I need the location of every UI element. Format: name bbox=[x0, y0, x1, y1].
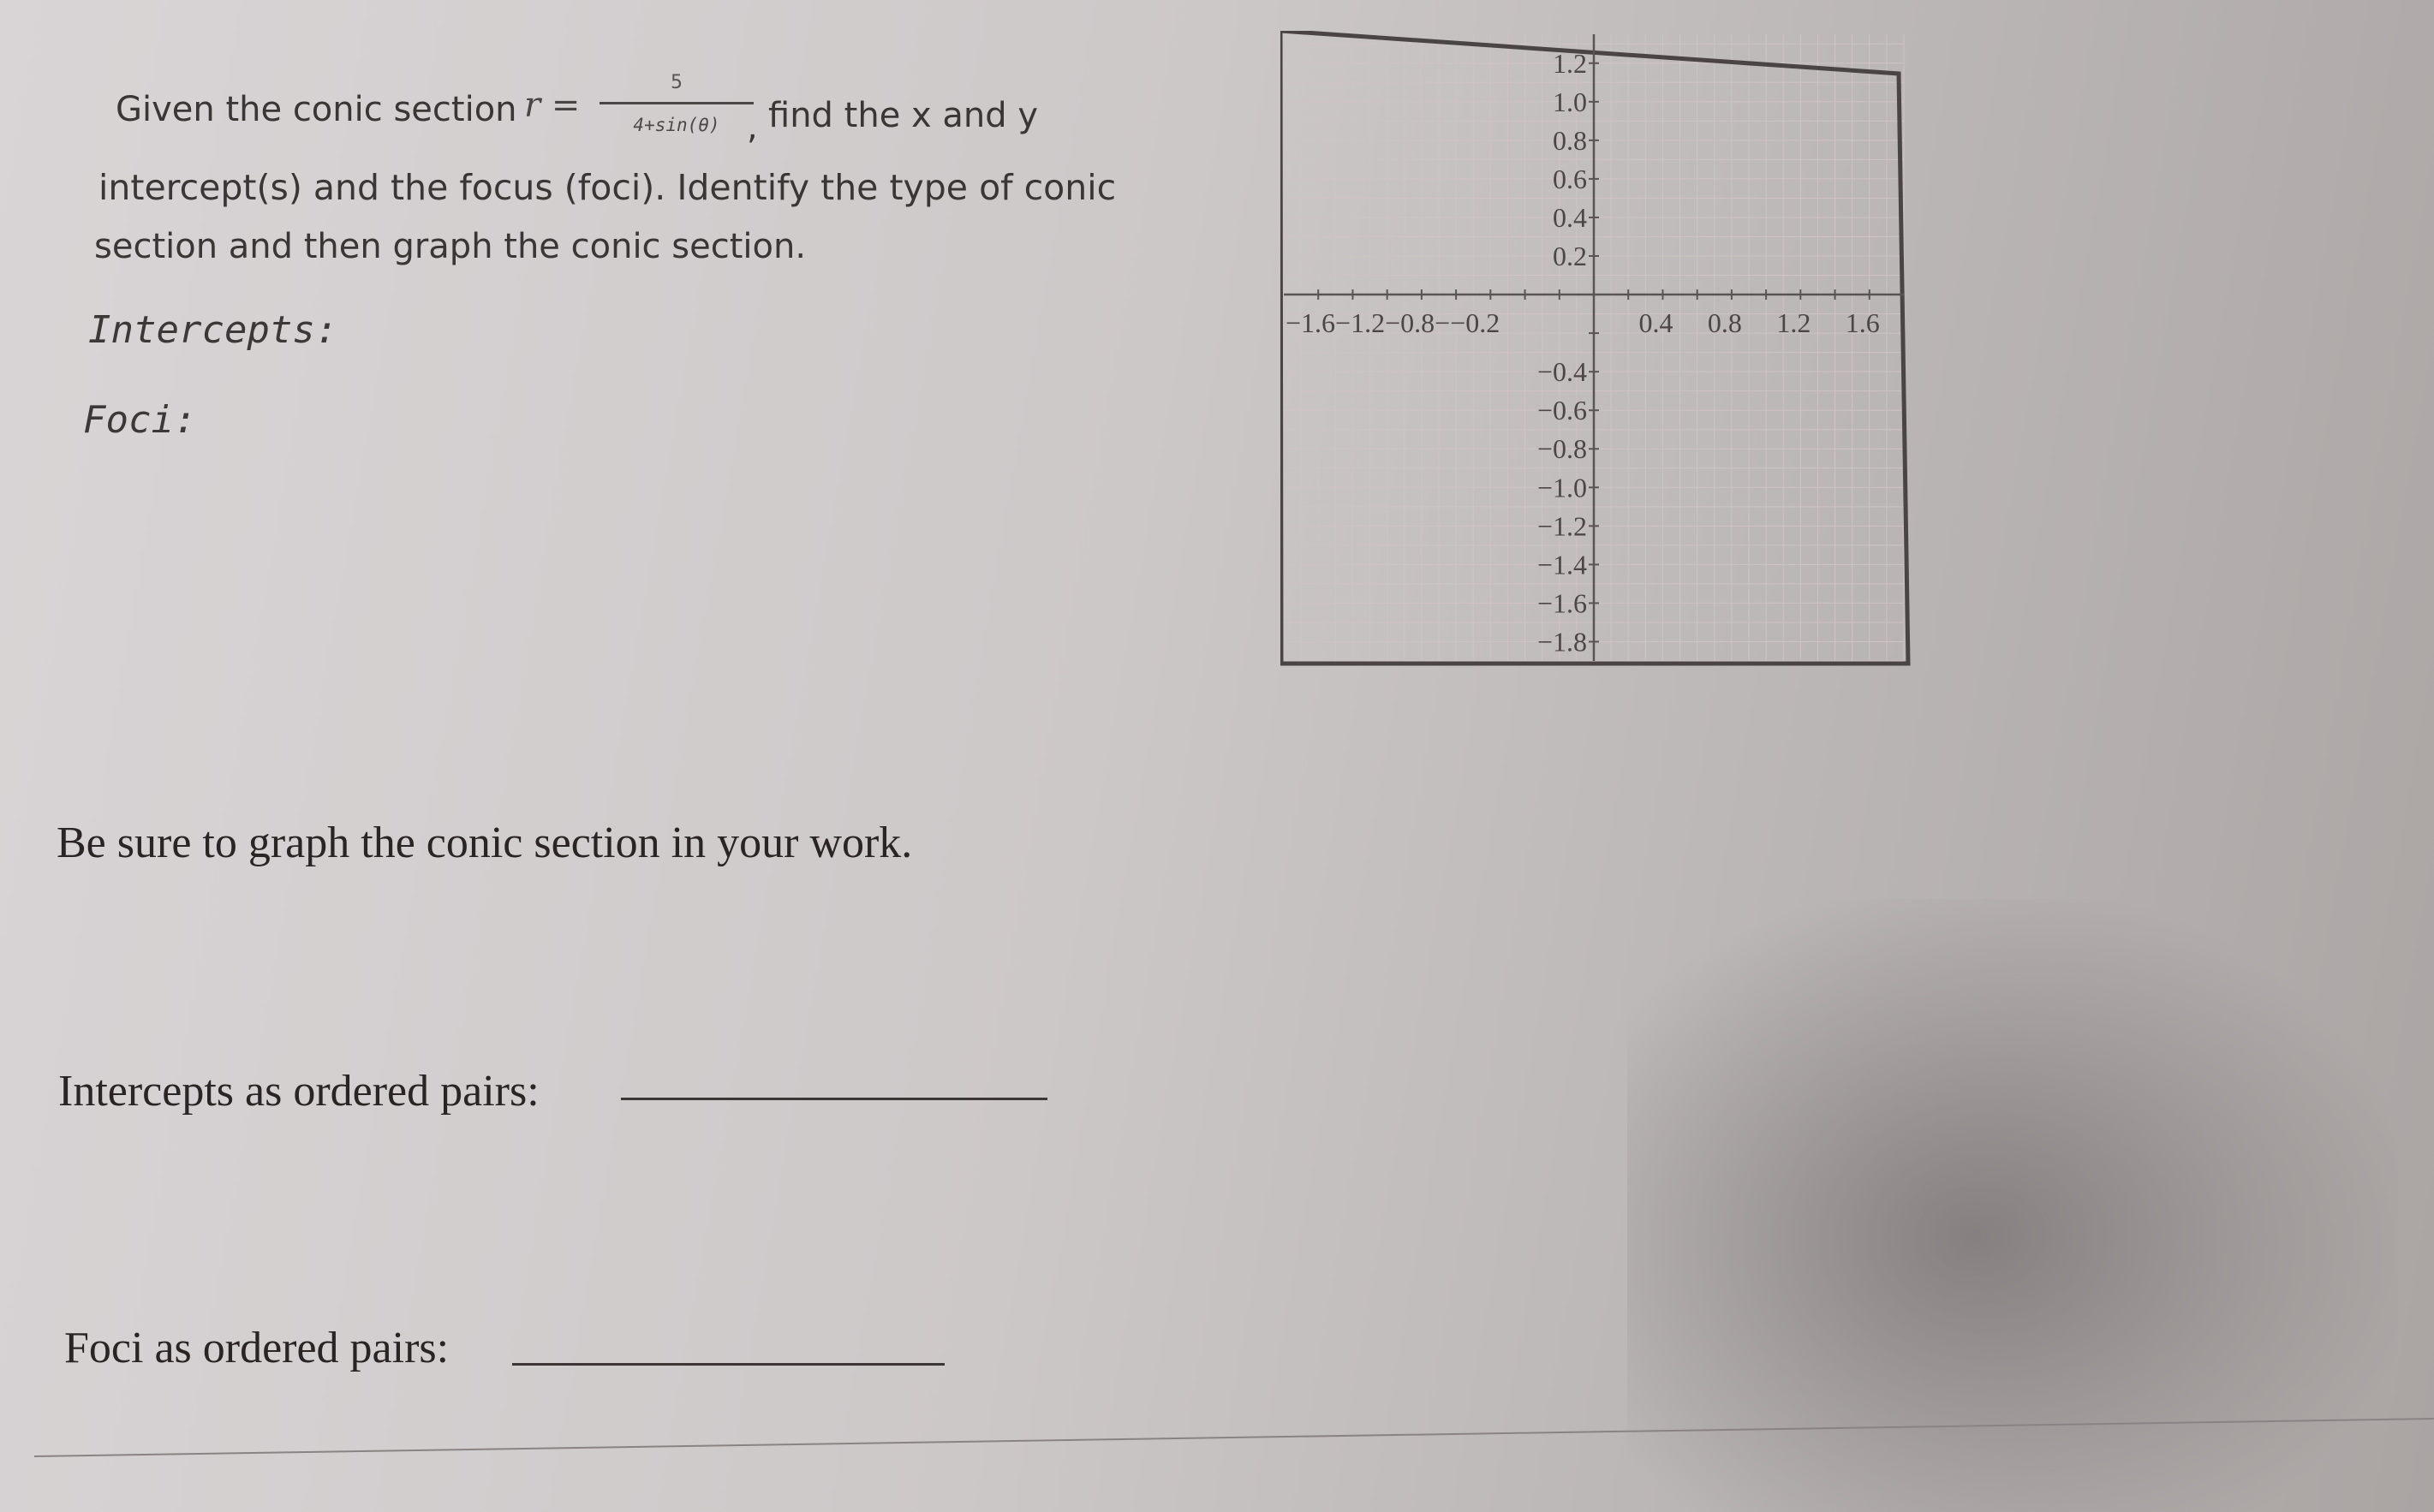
y-tick-label: 0.8 bbox=[1553, 124, 1587, 156]
y-tick-label: −0.6 bbox=[1536, 395, 1587, 426]
problem-line1-suffix: find the x and y bbox=[768, 96, 1039, 135]
graph-instruction: Be sure to graph the conic section in your work. bbox=[57, 819, 913, 867]
problem-line2: intercept(s) and the focus (foci). Identify the type of conic bbox=[98, 167, 1117, 208]
foci-answer-label: Foci as ordered pairs: bbox=[64, 1324, 450, 1372]
axes bbox=[1284, 34, 1904, 661]
intercepts-answer-blank[interactable] bbox=[621, 1098, 1047, 1100]
fraction-bar bbox=[600, 102, 754, 104]
y-tick-label: 0.4 bbox=[1553, 201, 1587, 233]
fraction-comma: , bbox=[747, 108, 758, 147]
y-tick-label: −1.8 bbox=[1536, 626, 1587, 658]
fraction bbox=[600, 72, 754, 135]
foci-label: Foci: bbox=[83, 398, 197, 442]
y-tick-label: 1.2 bbox=[1553, 47, 1587, 79]
coordinate-grid bbox=[1280, 31, 1931, 673]
y-tick-label: 0.6 bbox=[1553, 163, 1587, 194]
problem-line1-prefix: Given the conic section bbox=[116, 90, 517, 129]
problem-line3: section and then graph the conic section. bbox=[94, 227, 807, 266]
x-tick-label: 0.8 bbox=[1707, 307, 1742, 339]
foci-answer-blank[interactable] bbox=[512, 1363, 945, 1366]
y-tick-label: 0.2 bbox=[1553, 241, 1587, 272]
x-tick-label-negative: −1.6−1.2−0.8−−0.2 bbox=[1286, 307, 1500, 339]
y-tick-label: −1.4 bbox=[1536, 549, 1587, 580]
y-tick-label: −0.8 bbox=[1536, 433, 1587, 465]
y-tick-label: −0.4 bbox=[1536, 356, 1587, 388]
fraction-numerator: 5 bbox=[671, 72, 683, 93]
y-tick-label: −1.6 bbox=[1536, 587, 1587, 619]
x-tick-label: 0.4 bbox=[1638, 307, 1673, 339]
y-tick-label: 1.0 bbox=[1553, 86, 1587, 117]
x-tick-label: 1.6 bbox=[1845, 307, 1880, 339]
x-tick-label: 1.2 bbox=[1776, 307, 1811, 339]
intercepts-label: Intercepts: bbox=[88, 308, 338, 352]
r-equals: r = bbox=[524, 86, 581, 125]
y-tick-label: −1.0 bbox=[1536, 472, 1587, 503]
fraction-denominator: 4+sin(θ) bbox=[633, 115, 720, 135]
page-rule bbox=[34, 1418, 2434, 1457]
y-tick-label: −1.2 bbox=[1536, 510, 1587, 542]
intercepts-answer-label: Intercepts as ordered pairs: bbox=[58, 1067, 540, 1116]
